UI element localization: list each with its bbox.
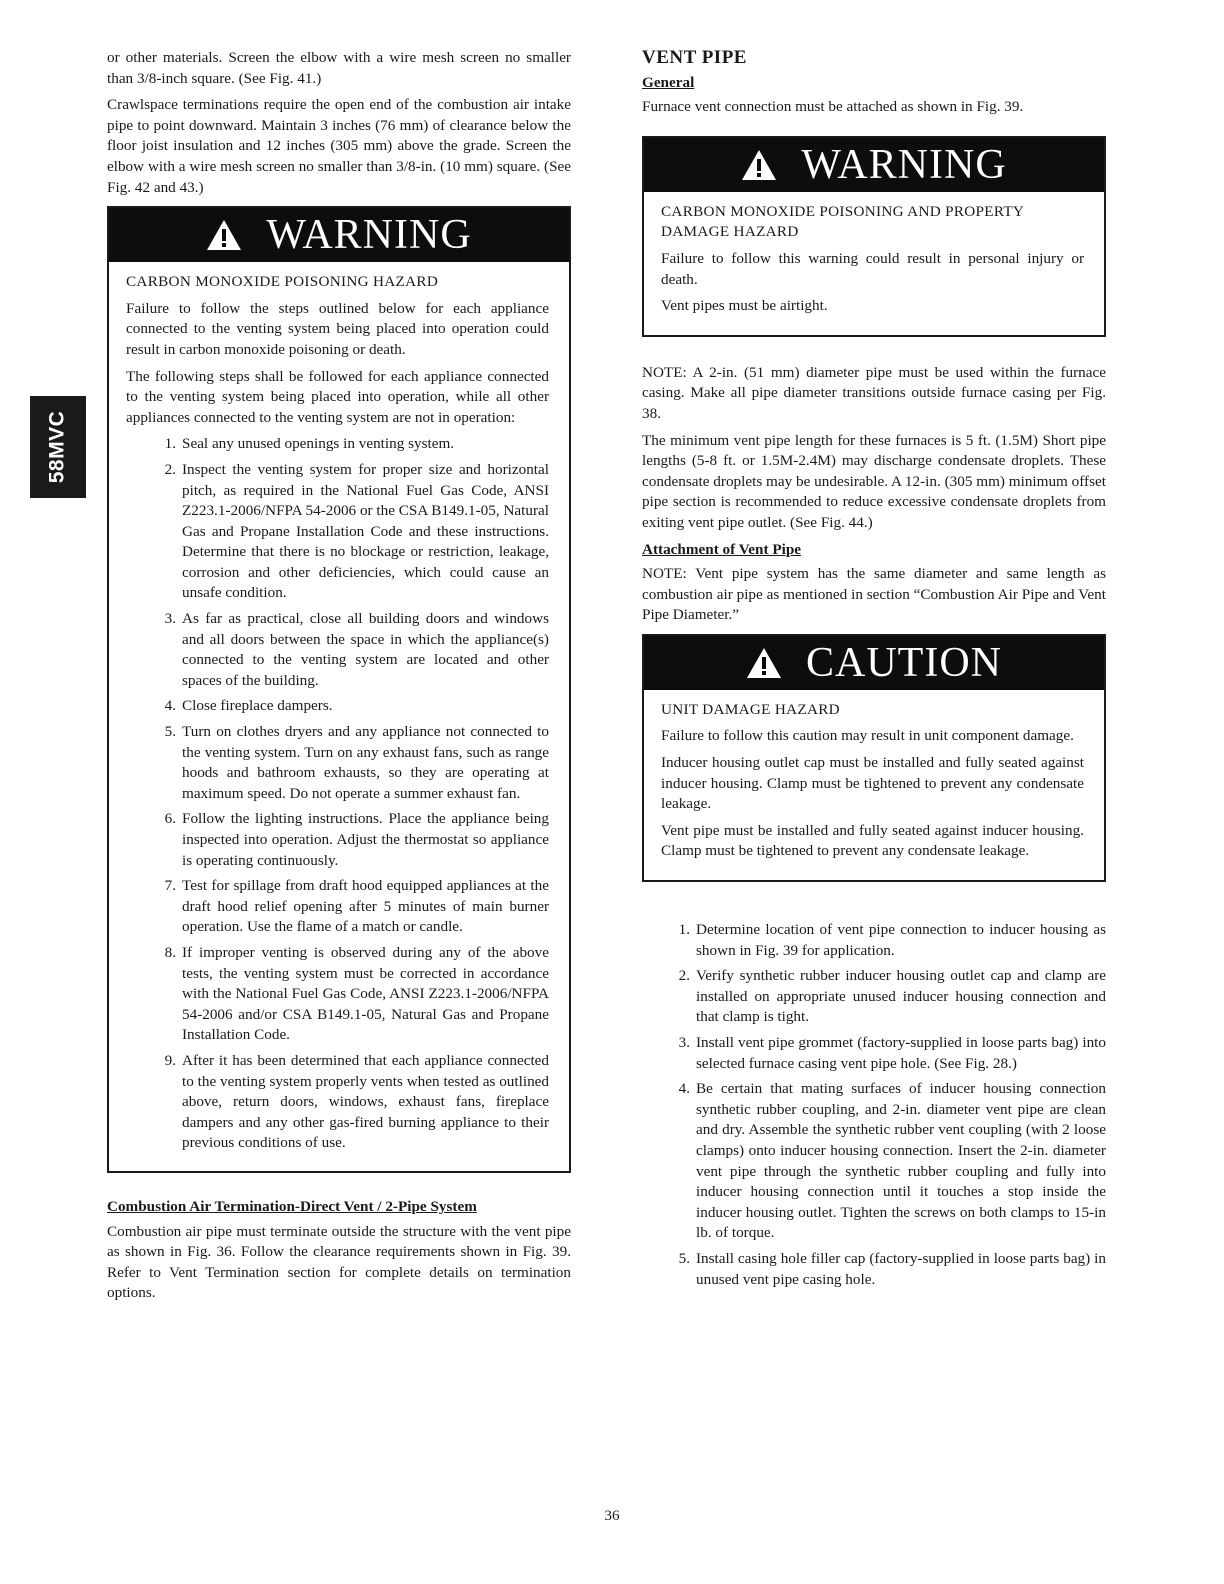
alert-triangle-icon <box>206 219 242 251</box>
warning-box <box>107 206 571 1173</box>
caution-box <box>642 634 1106 882</box>
list-number: 1. <box>678 921 690 939</box>
list-item <box>126 1051 549 1154</box>
list-item <box>642 920 1106 961</box>
list-text: If improper venting is observed during any of the above tests, the venting system must be corrected in accordance with the National Fuel Gas Code, ANSI Z223.1-2006/NFPA 54-2006 and/or CSA B149.1-05, Natural Gas and Propane Installation Code. <box>182 943 549 1044</box>
warning-label: WARNING <box>266 212 472 259</box>
hazard-title: UNIT DAMAGE HAZARD <box>661 700 840 718</box>
list-number: 1. <box>164 435 176 453</box>
paragraph: Furnace vent connection must be attached as shown in Fig. 39. <box>642 98 1024 116</box>
list-item <box>126 609 549 691</box>
list-item <box>126 809 549 871</box>
list-text: Install vent pipe grommet (factory-supplied in loose parts bag) into selected furnace casing vent pipe hole. (See Fig. 28.) <box>696 1034 1106 1072</box>
list-item <box>642 1033 1106 1074</box>
paragraph: Vent pipes must be airtight. <box>661 297 828 315</box>
hazard-title: CARBON MONOXIDE POISONING AND PROPERTY DAMAGE HAZARD <box>661 202 1024 241</box>
list-number: 3. <box>164 610 176 628</box>
list-text: Be certain that mating surfaces of inducer housing connection synthetic rubber coupling, and 2-in. diameter vent pipe are clean and dry. Assemble the synthetic rubber vent coupling (with 2 loose clamps) onto inducer housing connection. Insert the 2-in. diameter vent pipe through the synthetic rubber coupling and fully into inducer housing connection until it touches a stop inside the inducer housing outlet. Tighten the screws on both clamps to 15-in lb. of torque. <box>696 1080 1106 1242</box>
right-column <box>642 48 1106 1295</box>
warning-banner <box>109 208 569 262</box>
side-tab <box>30 396 86 498</box>
paragraph: Failure to follow the steps outlined below for each appliance connected to the venting system being placed into operation could result in carbon monoxide poisoning or death. <box>126 299 549 358</box>
list-number: 4. <box>164 697 176 715</box>
list-text: Follow the lighting instructions. Place the appliance being inspected into operation. Adjust the thermostat so appliance is operating continuously. <box>182 810 549 869</box>
warning-banner <box>644 138 1104 192</box>
page-number: 36 <box>604 1507 620 1524</box>
list-number: 8. <box>164 943 176 961</box>
section-subheading: General <box>642 73 695 91</box>
list-text: As far as practical, close all building doors and windows and all doors between the space in which the appliance(s) connected to the venting system are located and other spaces of the building. <box>182 610 549 689</box>
list-number: 6. <box>164 810 176 828</box>
list-number: 4. <box>678 1080 690 1098</box>
list-item <box>126 722 549 804</box>
paragraph: The following steps shall be followed for each appliance connected to the venting system being placed into operation, while all other appliances connected to the venting system are not in operation: <box>126 367 549 426</box>
paragraph: Inducer housing outlet cap must be installed and fully seated against inducer housing. Clamp must be tightened to prevent any condensate leakage. <box>661 754 1084 813</box>
paragraph: Failure to follow this caution may result in unit component damage. <box>661 727 1074 745</box>
list-number: 3. <box>678 1034 690 1051</box>
list-number: 7. <box>164 877 176 895</box>
list-number: 5. <box>678 1249 690 1267</box>
section-subheading: Attachment of Vent Pipe <box>642 540 802 558</box>
list-text: Test for spillage from draft hood equipped appliances at the draft hood relief opening after 5 minutes of main burner operation. Use the flame of a match or candle. <box>182 877 549 936</box>
paragraph: or other materials. Screen the elbow with a wire mesh screen no smaller than 3/8-inch square. (See Fig. 41.) <box>107 49 571 87</box>
paragraph: Vent pipe must be installed and fully seated against inducer housing. Clamp must be tightened to prevent any condensate leakage. <box>661 821 1084 860</box>
list-text: Verify synthetic rubber inducer housing outlet cap and clamp are installed on appropriate unused inducer housing connection and that clamp is tight. <box>696 967 1106 1026</box>
paragraph: Failure to follow this warning could result in personal injury or death. <box>661 249 1084 288</box>
note-label: NOTE <box>642 363 683 381</box>
warning-label: WARNING <box>801 141 1007 188</box>
list-item <box>642 966 1106 1028</box>
note-text: : A 2-in. (51 mm) diameter pipe must be used within the furnace casing. Make all pipe diameter transitions outside furnace casing per Fig. 38. <box>642 363 1106 422</box>
section-title: VENT PIPE <box>642 47 747 68</box>
paragraph: The minimum vent pipe length for these furnaces is 5 ft. (1.5M) Short pipe lengths (5-8 ft. or 1.5M-2.4M) may discharge condensate droplets. These condensate droplets may be undesirable. A 12-in. (305 mm) minimum offset pipe section is recommended to reduce excessive condensate droplets from exiting vent pipe outlet. (See Fig. 44.) <box>642 431 1106 531</box>
list-number: 9. <box>164 1051 176 1069</box>
list-number: 2. <box>678 967 690 985</box>
side-tab-label: 58MVC <box>45 410 69 484</box>
caution-banner <box>644 636 1104 690</box>
left-column <box>107 48 571 1310</box>
list-item <box>126 460 549 604</box>
list-item <box>126 434 549 455</box>
list-number: 5. <box>164 723 176 741</box>
list-text: After it has been determined that each appliance connected to the venting system properly vents when tested as outlined above, return doors, windows, exhaust fans, fireplace dampers and any other gas-fired burning appliance to their previous conditions of use. <box>182 1051 549 1152</box>
list-item <box>642 1079 1106 1244</box>
hazard-title: CARBON MONOXIDE POISONING HAZARD <box>126 273 439 291</box>
note-paragraph <box>642 363 1106 425</box>
list-item <box>642 1249 1106 1290</box>
paragraph: Crawlspace terminations require the open end of the combustion air intake pipe to point downward. Maintain 3 inches (76 mm) of clearance below the floor joist insulation and 12 inches (305 mm) above the grade. Screen the elbow with a wire mesh screen no smaller than 3/8-in. (10 mm) square. (See Fig. 42 and 43.) <box>107 96 571 196</box>
note-paragraph <box>642 564 1106 626</box>
warning-box <box>642 136 1106 337</box>
list-text: Install casing hole filler cap (factory-supplied in loose parts bag) in unused vent pipe casing hole. <box>696 1249 1106 1288</box>
alert-triangle-icon <box>741 149 777 181</box>
install-steps-list <box>642 920 1106 1290</box>
list-text: Seal any unused openings in venting system. <box>182 435 455 453</box>
caution-label: CAUTION <box>806 639 1002 686</box>
alert-triangle-icon <box>746 647 782 679</box>
note-text: : Vent pipe system has the same diameter and same length as combustion air pipe as mentioned in section “Combustion Air Pipe and Vent Pipe Diameter.” <box>642 565 1106 624</box>
list-text: Inspect the venting system for proper size and horizontal pitch, as required in the National Fuel Gas Code, ANSI Z223.1-2006/NFPA 54-2006 or the CSA B149.1-05, Natural Gas and Propane Installation Code and these instructions. Determine that there is no blockage or restriction, leakage, corrosion and other deficiencies, which could cause an unsafe condition. <box>182 460 549 602</box>
list-item <box>126 696 549 717</box>
note-label: NOTE <box>642 565 683 583</box>
list-item <box>126 943 549 1046</box>
list-item <box>126 876 549 938</box>
list-text: Turn on clothes dryers and any appliance not connected to the venting system. Turn on any exhaust fans, such as range hoods and bathroom exhausts, so they are operating at maximum speed. Do not operate a summer exhaust fan. <box>182 723 549 802</box>
list-number: 2. <box>164 460 176 478</box>
paragraph: Combustion air pipe must terminate outside the structure with the vent pipe as shown in Fig. 36. Follow the clearance requirements shown in Fig. 39. Refer to Vent Termination section for complete details on termination options. <box>107 1222 571 1302</box>
list-text: Close fireplace dampers. <box>182 697 333 715</box>
list-text: Determine location of vent pipe connection to inducer housing as shown in Fig. 39 for application. <box>696 921 1106 959</box>
section-subheading: Combustion Air Termination-Direct Vent / 2-Pipe System <box>107 1197 477 1215</box>
safety-steps-list <box>126 434 549 1154</box>
